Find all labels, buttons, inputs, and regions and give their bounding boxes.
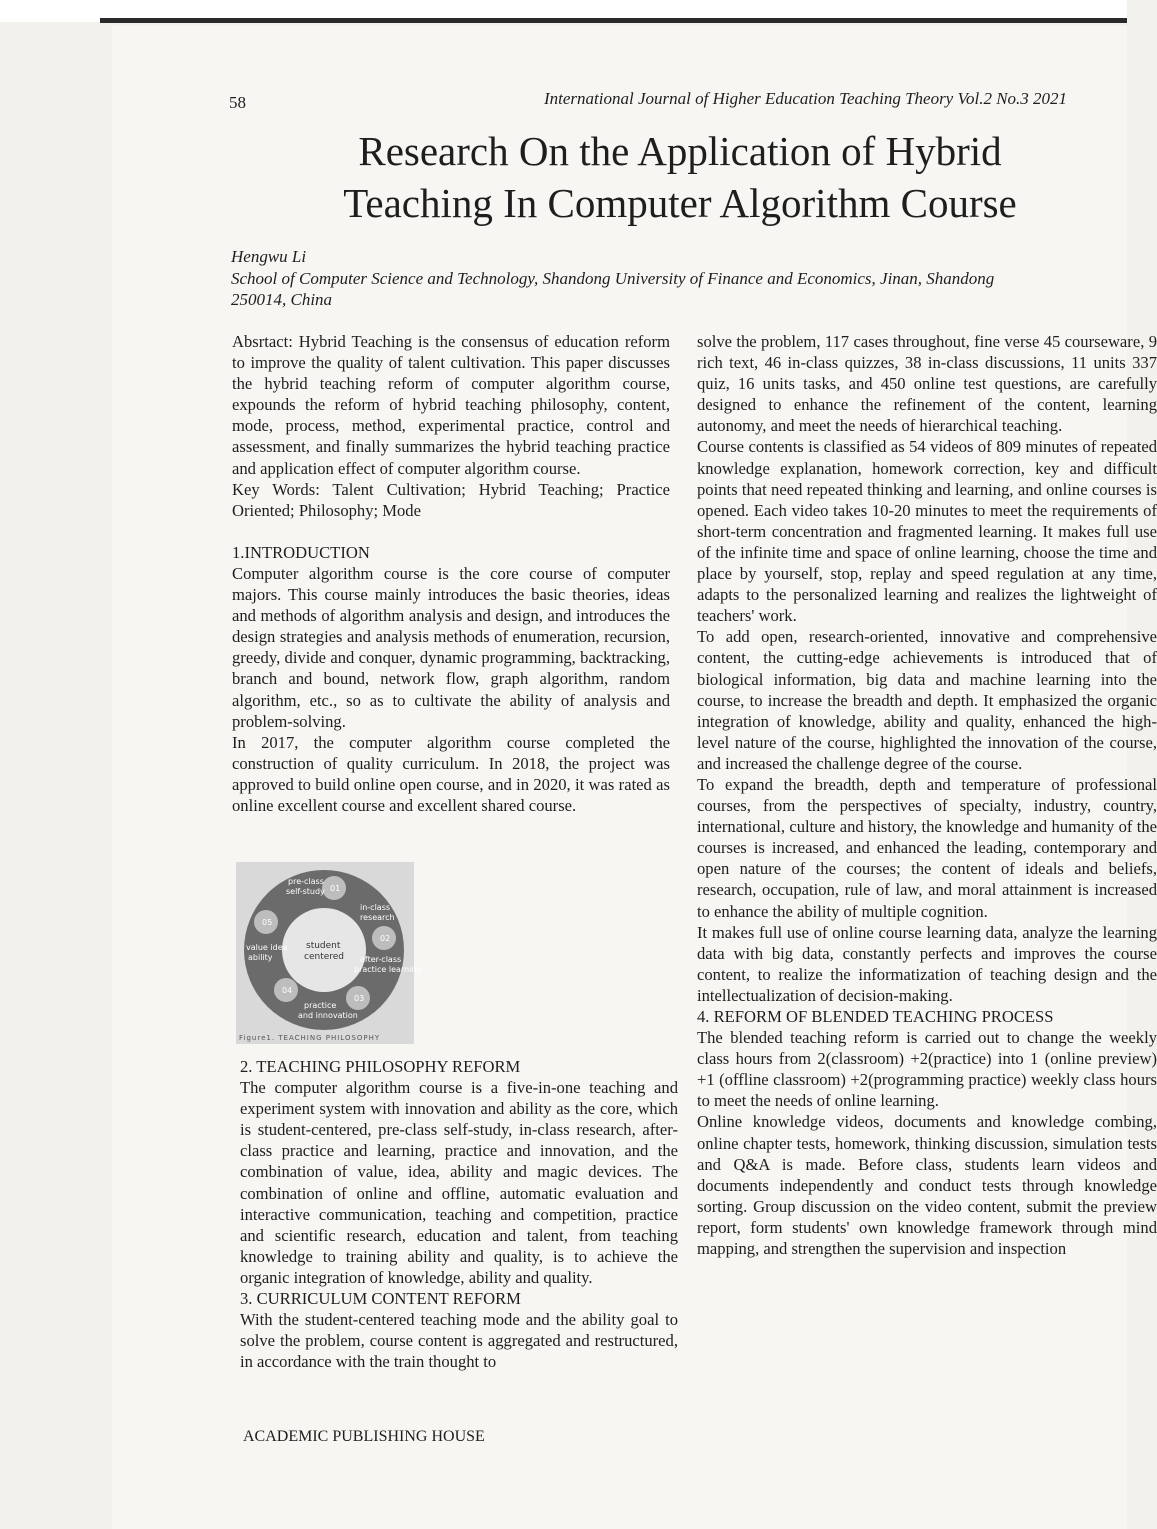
segment-label: practice learning [354, 965, 422, 974]
segment-label: after-class [360, 955, 402, 964]
paragraph: solve the problem, 117 cases throughout, fine verse 45 courseware, 9 rich text, 46 in-class quizzes, 38 in-class discussions, 11 units 337 quiz, 16 units tasks, and 450 online test questions, are carefully designed to enhance the refinement of the content, learning autonomy, and meet the needs of hierarchical teaching. [697, 332, 1157, 436]
scan-shadow-bar [100, 18, 1127, 23]
segment-number: 02 [380, 934, 391, 943]
left-column-bottom [240, 1056, 678, 1372]
abstract: Absrtact: Hybrid Teaching is the consensus of education reform to improve the quality of talent cultivation. This paper discusses the hybrid teaching reform of computer algorithm course, expounds the reform of hybrid teaching philosophy, content, mode, process, method, experimental practice, control and assessment, and finally summarizes the hybrid teaching practice and application effect of computer algorithm course. [232, 332, 670, 478]
journal-header: International Journal of Higher Education Teaching Theory Vol.2 No.3 2021 [544, 89, 1068, 108]
title-line-2: Teaching In Computer Algorithm Course [343, 180, 1017, 226]
keywords: Key Words: Talent Cultivation; Hybrid Teaching; Practice Oriented; Philosophy; Mode [232, 479, 670, 520]
teaching-philosophy-diagram [236, 862, 422, 1044]
paragraph: In 2017, the computer algorithm course completed the construction of quality curriculum. In 2018, the project was approved to build online open course, and in 2020, it was rated as online excellent course and excellent shared course. [232, 732, 670, 815]
segment-label: practice [304, 1001, 337, 1010]
paragraph: To expand the breadth, depth and temperature of professional courses, from the perspectives of specialty, industry, country, international, culture and history, the knowledge and humanity of the courses is increased, and enhanced the leading, contemporary and open nature of the courses; the content of ideals and beliefs, research, occupation, rule of law, and moral attainment is increased to enhance the ability of multiple cognition. [697, 774, 1157, 921]
right-column-clip [697, 326, 1157, 1426]
section-heading-philosophy: 2. TEACHING PHILOSOPHY REFORM [240, 1057, 521, 1076]
section-heading-process: 4. REFORM OF BLENDED TEACHING PROCESS [697, 1007, 1054, 1026]
paragraph: Course contents is classified as 54 videos of 809 minutes of repeated knowledge explanation, homework correction, key and difficult points that need repeated thinking and learning, and online courses is opened. Each video takes 10-20 minutes to meet the requirements of short-term concentration and fragmented learning. It makes full use of the infinite time and space of online learning, choose the time and place by yourself, stop, replay and speed regulation at any time, adapts to the personalized learning and realizes the lightweight of teachers' work. [697, 437, 1157, 626]
center-label: centered [304, 952, 345, 962]
segment-label: pre-class [288, 877, 324, 886]
segment-label: self-study [286, 887, 325, 896]
affiliation-line-1: School of Computer Science and Technology, Shandong University of Finance and Economics, Jinan, Shandong [231, 269, 995, 288]
section-heading-introduction: 1.INTRODUCTION [232, 542, 370, 562]
paragraph: To add open, research-oriented, innovative and comprehensive content, the cutting-edge achievements is introduced that of biological information, big data and machine learning into the course, to increase the breadth and depth. It emphasized the organic integration of knowledge, ability and quality, enhanced the high-level nature of the course, highlighted the innovation of the course, and increased the challenge degree of the course. [697, 627, 1157, 773]
paragraph: It makes full use of online course learning data, analyze the learning data with big data, constantly perfects and improves the course content, to realize the informatization of teaching design and the intellectualization of decision-making. [697, 922, 1157, 1005]
figure-caption: Figure1. TEACHING PHILOSOPHY [239, 1034, 381, 1042]
segment-number: 03 [354, 994, 365, 1003]
segment-label: and innovation [298, 1011, 358, 1020]
author: Hengwu Li [231, 247, 307, 266]
segment-label: in-class [360, 903, 391, 912]
figure-teaching-philosophy [236, 862, 422, 1044]
paragraph: Online knowledge videos, documents and knowledge combing, online chapter tests, homework, thinking discussion, simulation tests and Q&A is made. Before class, students learn videos and documents independently and conduct tests through knowledge sorting. Group discussion on the video content, submit the preview report, form students' own knowledge framework through mind mapping, and strengthen the supervision and inspection [697, 1112, 1157, 1259]
paragraph: With the student-centered teaching mode and the ability goal to solve the problem, course content is aggregated and restructured, in accordance with the train thought to [240, 1310, 678, 1372]
segment-label: value idea [246, 943, 288, 952]
segment-number: 01 [330, 884, 341, 893]
center-label: student [306, 941, 341, 951]
paragraph: Computer algorithm course is the core course of computer majors. This course mainly introduces the basic theories, ideas and methods of algorithm analysis and design, and introduces the design strategies and analysis methods of enumeration, recursion, greedy, divide and conquer, dynamic programming, backtracking, branch and bound, network flow, graph algorithm, random algorithm, etc., so as to cultivate the ability of analysis and problem-solving. [232, 563, 670, 731]
page-number: 58 [229, 93, 246, 112]
paper-title [230, 125, 1130, 229]
section-heading-curriculum: 3. CURRICULUM CONTENT REFORM [240, 1289, 521, 1309]
title-line-1: Research On the Application of Hybrid [358, 128, 1002, 174]
segment-number: 04 [282, 986, 293, 995]
left-column-top [232, 331, 670, 816]
segment-label: ability [248, 953, 273, 962]
paragraph: The computer algorithm course is a five-in-one teaching and experiment system with innovation and ability as the core, which is student-centered, pre-class self-study, in-class research, after-class practice and learning, practice and innovation, and the combination of value, idea, ability and magic devices. The combination of online and offline, automatic evaluation and interactive communication, teaching and competition, practice and scientific research, education and talent, from teaching knowledge to training ability and quality, is to achieve the organic integration of knowledge, ability and quality. [240, 1078, 678, 1287]
paragraph: The blended teaching reform is carried out to change the weekly class hours from 2(classroom) +2(practice) into 1 (online preview) +1 (offline classroom) +2(programming practice) weekly class hours to meet the needs of online learning. [697, 1028, 1157, 1111]
affiliation-line-2: 250014, China [231, 290, 333, 309]
segment-label: research [360, 913, 395, 922]
segment-number: 05 [262, 918, 273, 927]
publisher-footer: ACADEMIC PUBLISHING HOUSE [243, 1428, 485, 1445]
right-column [697, 331, 1157, 1259]
